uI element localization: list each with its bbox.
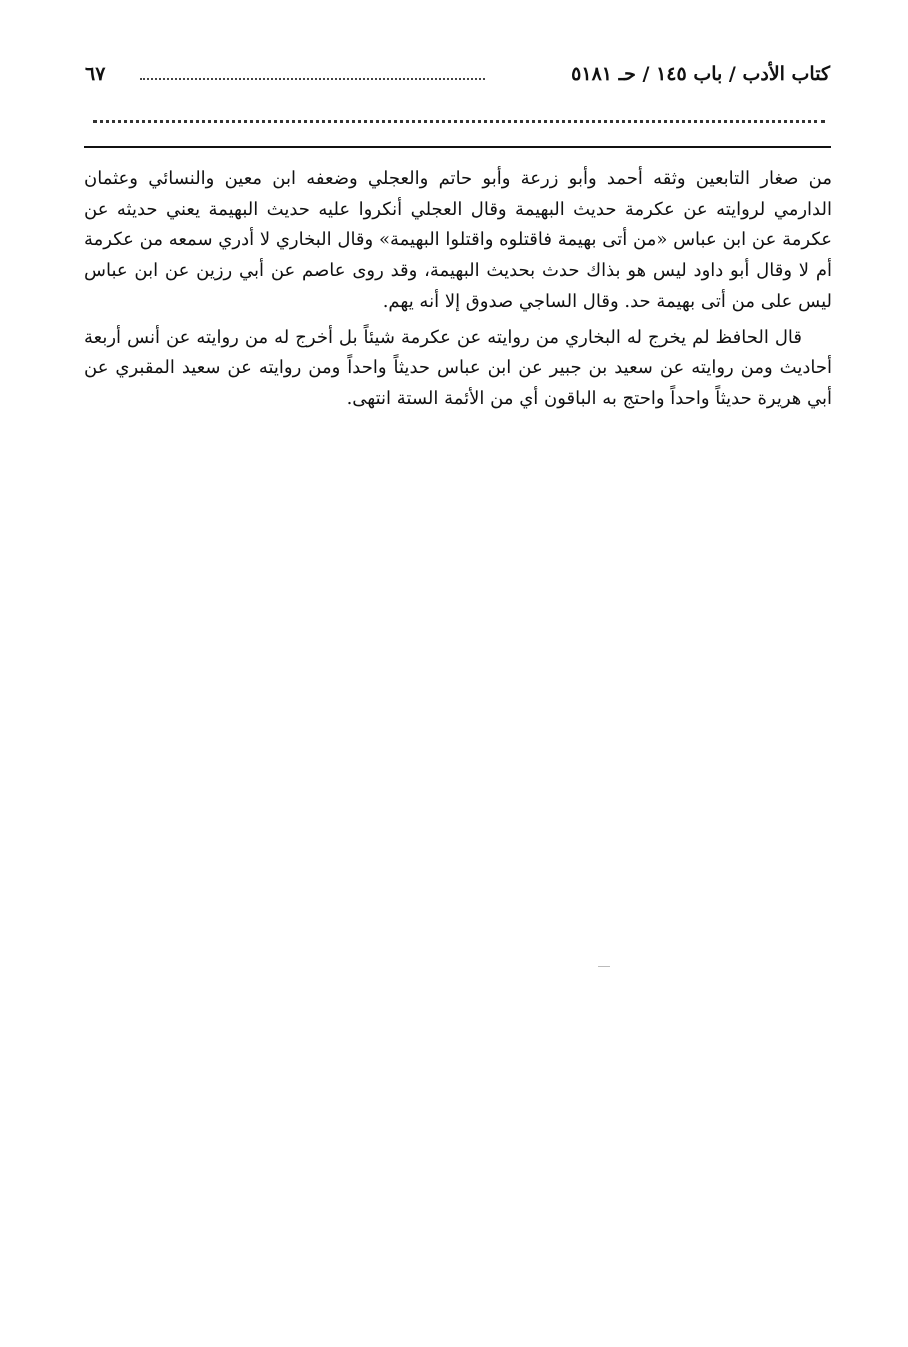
body-text — [84, 164, 832, 420]
scan-speck — [598, 966, 610, 967]
page-header — [85, 54, 830, 94]
dotted-separator — [93, 120, 825, 123]
running-title: كتاب الأدب / باب ١٤٥ / حـ ٥١٨١ — [571, 63, 830, 85]
paragraph-narrator-biography: من صغار التابعين وثقه أحمد وأبو زرعة وأبو حاتم والعجلي وضعفه ابن معين والنسائي وعثمان الدارمي لروايته عن عكرمة حديث البهيمة وقال العجلي أنكروا عليه حديث البهيمة يعني حديثه عن عكرمة عن ابن عباس «من أتى بهيمة فاقتلوه واقتلوا البهيمة» وقال البخاري لا أدري سمعه من عكرمة أم لا وقال أبو داود ليس هو بذاك حدث بحديث البهيمة، وقد روى عاصم عن أبي رزين عن ابن عباس ليس على من أتى بهيمة حد. وقال الساجي صدوق إلا أنه يهم. — [84, 168, 832, 312]
dot-leader — [140, 78, 485, 80]
page-number: ٦٧ — [85, 63, 106, 85]
header-rule — [84, 146, 831, 148]
paragraph-hafiz-note: قال الحافظ لم يخرج له البخاري من روايته عن عكرمة شيئاً بل أخرج له من روايته عن أنس أربعة أحاديث ومن روايته عن سعيد بن جبير عن ابن عباس حديثاً واحداً ومن روايته عن سعيد المقبري عن أبي هريرة حديثاً واحداً واحتج به الباقون أي من الأئمة الستة انتهى. — [84, 326, 832, 409]
